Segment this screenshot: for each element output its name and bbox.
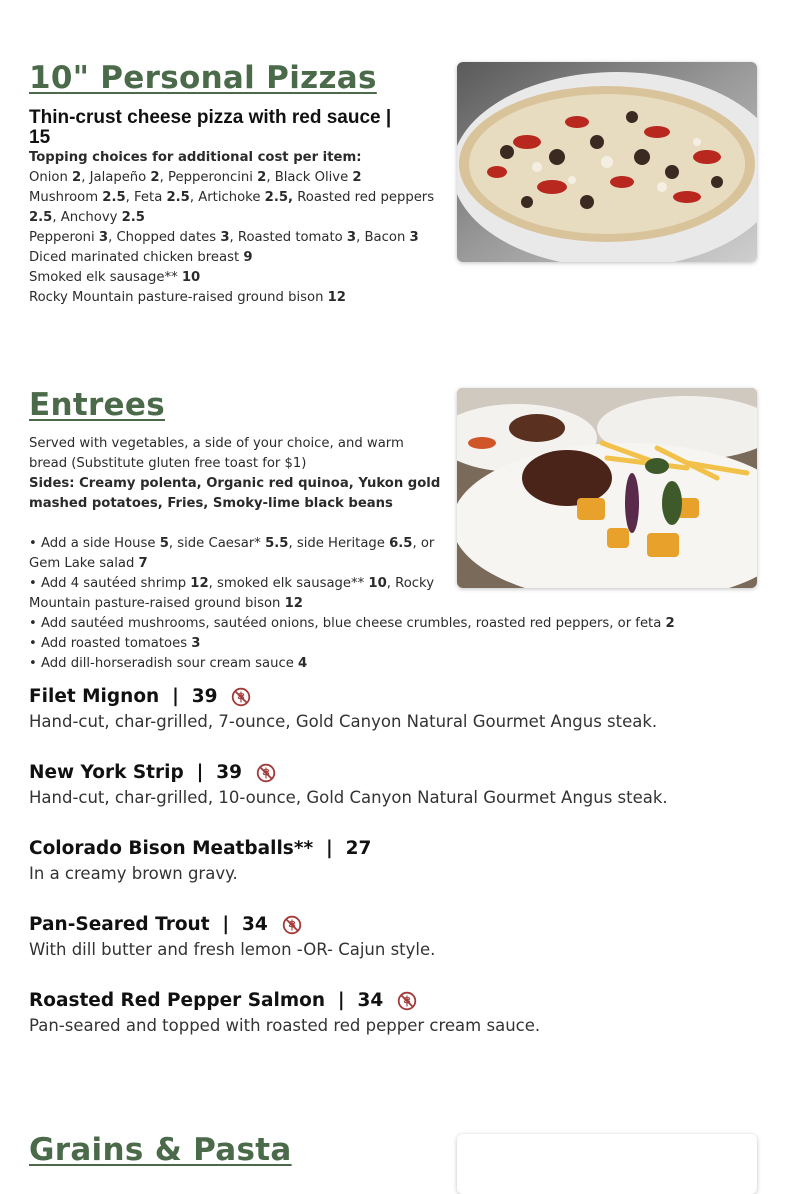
item-price: 2.5, bbox=[264, 190, 294, 205]
item-label: • Add roasted tomatoes bbox=[29, 636, 192, 651]
gluten-free-icon bbox=[256, 763, 276, 783]
menu-line bbox=[29, 268, 449, 288]
dish-description: In a creamy brown gravy. bbox=[29, 864, 238, 883]
item-price: 2 bbox=[150, 170, 160, 185]
dish-description: Pan-seared and topped with roasted red pepper cream sauce. bbox=[29, 1016, 541, 1035]
item-price: 5 bbox=[159, 536, 169, 551]
menu-item bbox=[29, 913, 769, 962]
item-label: Onion bbox=[29, 170, 73, 185]
menu-line bbox=[29, 288, 449, 308]
dish-title: Filet Mignon | 39 bbox=[29, 686, 218, 707]
menu-line bbox=[29, 208, 449, 228]
item-price: 6.5 bbox=[389, 536, 413, 551]
item-label: , side Heritage bbox=[288, 536, 390, 551]
dish-title: Pan-Seared Trout | 34 bbox=[29, 914, 268, 935]
item-label: • Add sautéed mushrooms, sautéed onions, blue cheese crumbles, roasted red peppers, or feta bbox=[29, 616, 666, 631]
dish-description: With dill butter and fresh lemon -OR- Cajun style. bbox=[29, 940, 436, 959]
menu-line bbox=[29, 654, 729, 674]
dish-title: Roasted Red Pepper Salmon | 34 bbox=[29, 990, 384, 1011]
item-label: • Add dill-horseradish sour cream sauce bbox=[29, 656, 298, 671]
item-price: 2 bbox=[352, 170, 362, 185]
item-label: , Rocky bbox=[386, 576, 434, 591]
menu-line bbox=[29, 188, 449, 208]
dish-name bbox=[29, 913, 769, 937]
item-label: Smoked elk sausage** bbox=[29, 270, 182, 285]
item-price: 3 bbox=[220, 230, 230, 245]
item-label: , Bacon bbox=[356, 230, 410, 245]
item-price: 3 bbox=[98, 230, 109, 245]
item-label: Diced marinated chicken breast bbox=[29, 250, 244, 265]
pizza-base-price: Thin-crust cheese pizza with red sauce | 15 bbox=[29, 107, 392, 148]
toppings-header: Topping choices for additional cost per item: bbox=[29, 150, 362, 165]
entree-intro-text: Served with vegetables, a side of your choice, and warm bread (Substitute gluten free toast for $1) bbox=[29, 436, 404, 471]
item-price: 3 bbox=[346, 230, 357, 245]
item-label: , Pepperoncini bbox=[159, 170, 258, 185]
item-price: 9 bbox=[243, 250, 253, 265]
pizza-toppings bbox=[29, 148, 449, 308]
item-label: , Chopped dates bbox=[108, 230, 221, 245]
menu-line bbox=[29, 248, 449, 268]
menu-item bbox=[29, 685, 769, 734]
item-price: 2.5 bbox=[121, 210, 145, 225]
item-price: 3 bbox=[191, 636, 201, 651]
item-price: 12 bbox=[327, 290, 346, 305]
item-price: 7 bbox=[138, 556, 148, 571]
item-label: Mushroom bbox=[29, 190, 103, 205]
item-label: Pepperoni bbox=[29, 230, 99, 245]
menu-line bbox=[29, 594, 729, 614]
item-price: 12 bbox=[190, 576, 209, 591]
menu-item bbox=[29, 761, 769, 810]
item-price: 10 bbox=[368, 576, 387, 591]
dish-name bbox=[29, 761, 769, 785]
menu-line bbox=[29, 228, 449, 248]
item-label: , Roasted tomato bbox=[229, 230, 347, 245]
item-price: 2.5 bbox=[102, 190, 126, 205]
dish-name bbox=[29, 989, 769, 1013]
item-label: , or bbox=[412, 536, 435, 551]
item-label: , Artichoke bbox=[189, 190, 265, 205]
menu-item bbox=[29, 837, 769, 886]
item-price: 2 bbox=[665, 616, 675, 631]
dish-title: New York Strip | 39 bbox=[29, 762, 242, 783]
entree-intro bbox=[29, 434, 449, 514]
item-label: • Add 4 sautéed shrimp bbox=[29, 576, 191, 591]
item-label: , Black Olive bbox=[266, 170, 353, 185]
dish-name bbox=[29, 685, 769, 709]
item-label: , Jalapeño bbox=[81, 170, 151, 185]
item-price: 5.5 bbox=[265, 536, 289, 551]
item-price: 4 bbox=[298, 656, 308, 671]
menu-line bbox=[29, 534, 729, 554]
item-label: Rocky Mountain pasture-raised ground bison bbox=[29, 290, 328, 305]
menu-line bbox=[29, 614, 729, 634]
item-label: • Add a side House bbox=[29, 536, 160, 551]
entree-sides: Sides: Creamy polenta, Organic red quinoa, Yukon gold mashed potatoes, Fries, Smoky-lime black beans bbox=[29, 476, 441, 511]
item-label: , smoked elk sausage** bbox=[208, 576, 369, 591]
item-price: 2 bbox=[72, 170, 82, 185]
item-price: 12 bbox=[284, 596, 303, 611]
item-label: Roasted red peppers bbox=[293, 190, 435, 205]
menu-line bbox=[29, 634, 729, 654]
item-label: , Anchovy bbox=[52, 210, 122, 225]
item-price: 2.5 bbox=[29, 210, 53, 225]
pizza-photo bbox=[457, 62, 757, 262]
grains-section-title: Grains & Pasta bbox=[29, 1132, 292, 1168]
grains-photo bbox=[457, 1134, 757, 1194]
item-label: , Feta bbox=[125, 190, 167, 205]
dish-description: Hand-cut, char-grilled, 7-ounce, Gold Canyon Natural Gourmet Angus steak. bbox=[29, 712, 658, 731]
gluten-free-icon bbox=[282, 915, 302, 935]
item-price: 2.5 bbox=[166, 190, 190, 205]
entrees-section-title: Entrees bbox=[29, 387, 165, 423]
gluten-free-icon bbox=[397, 991, 417, 1011]
dish-title: Colorado Bison Meatballs** | 27 bbox=[29, 838, 372, 859]
item-price: 10 bbox=[181, 270, 201, 285]
pizza-section-title: 10" Personal Pizzas bbox=[29, 60, 377, 96]
dish-name bbox=[29, 837, 769, 861]
item-price: 3 bbox=[409, 230, 419, 245]
item-label: Mountain pasture-raised ground bison bbox=[29, 596, 285, 611]
menu-line bbox=[29, 554, 729, 574]
entree-addons bbox=[29, 534, 729, 674]
menu-item bbox=[29, 989, 769, 1038]
gluten-free-icon bbox=[231, 687, 251, 707]
toppings-list bbox=[29, 168, 449, 308]
item-label: , side Caesar* bbox=[168, 536, 266, 551]
menu-line bbox=[29, 168, 449, 188]
dish-description: Hand-cut, char-grilled, 10-ounce, Gold Canyon Natural Gourmet Angus steak. bbox=[29, 788, 668, 807]
item-price: 2 bbox=[257, 170, 267, 185]
item-label: Gem Lake salad bbox=[29, 556, 139, 571]
menu-line bbox=[29, 574, 729, 594]
